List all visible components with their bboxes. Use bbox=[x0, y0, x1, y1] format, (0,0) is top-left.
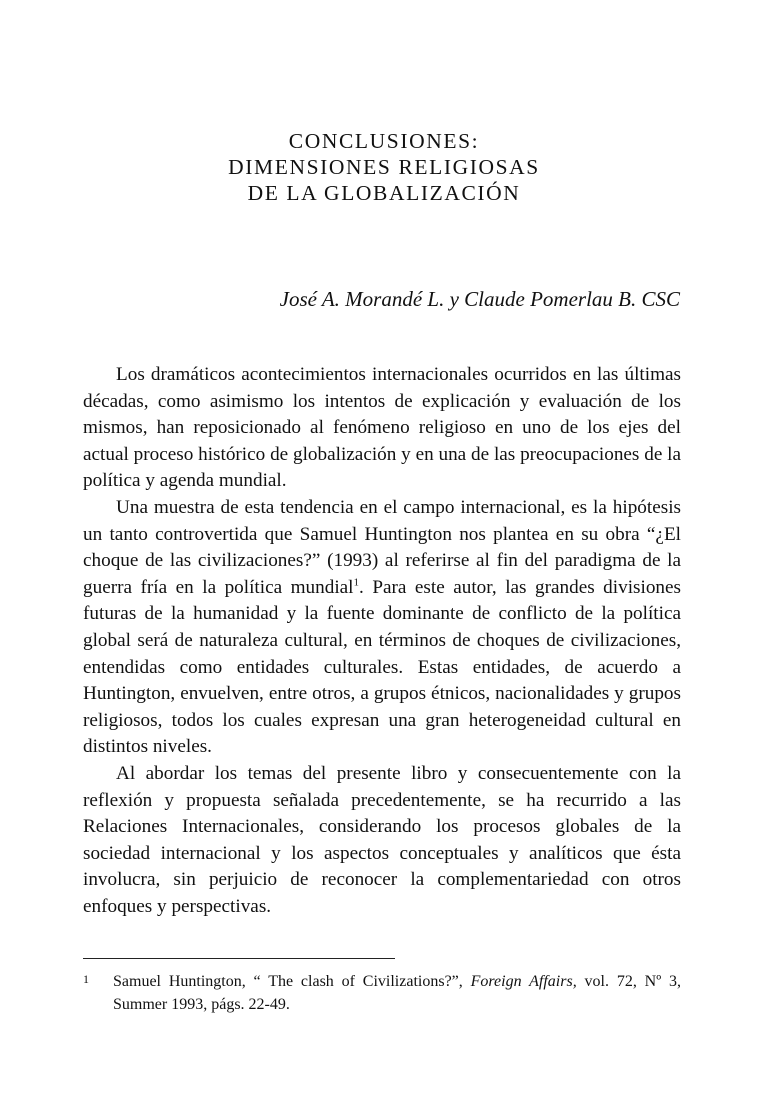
title-line-2: DIMENSIONES RELIGIOSAS bbox=[228, 155, 540, 179]
paragraph-2-part-b: . Para este autor, las grandes divisiones futuras de la humanidad y la fuente dominante de conflicto de la política global será de naturaleza cultural, en términos de choques de civilizaciones, entendidas como entidades culturales. Estas entidades, de acuerdo a Huntington, envuelven, entre otros, a grupos étnicos, nacionalidades y grupos religiosos, todos los cuales expresan una gran heterogeneidad cultural en distintos niveles. bbox=[83, 576, 681, 758]
footnote-text-part-a: Samuel Huntington, “ The clash of Civilizations?”, bbox=[113, 973, 471, 990]
chapter-authors: José A. Morandé L. y Claude Pomerlau B. CSC bbox=[279, 287, 680, 311]
footnote-reference[interactable]: 1 bbox=[353, 576, 360, 589]
footnote-divider bbox=[83, 958, 395, 959]
footnote-text-part-b: vol. 72, Nº 3, Summer 1993, págs. 22-49. bbox=[113, 973, 682, 1013]
footnote-source: Foreign Affairs, bbox=[470, 973, 577, 990]
footnote-number: 1 bbox=[83, 972, 89, 986]
paragraph-3: Al abordar los temas del presente libro y consecuentemente con la reflexión y propuesta señalada precedentemente, se ha recurrido a las Relaciones Internacionales, considerando los procesos globales de la sociedad internacional y los aspectos conceptuales y analíticos que ésta involucra, sin perjuicio de reconocer la complementariedad con otros enfoques y perspectivas. bbox=[83, 762, 681, 917]
title-line-1: CONCLUSIONES: bbox=[288, 129, 480, 153]
chapter-title bbox=[0, 128, 768, 206]
title-line-3: DE LA GLOBALIZACIÓN bbox=[247, 181, 521, 205]
paragraph-1: Los dramáticos acontecimientos internacionales ocurridos en las últimas décadas, como asimismo los intentos de explicación y evaluación de los mismos, han reposicionado al fenómeno religioso en uno de los ejes del actual proceso histórico de globalización y en una de las preocupaciones de la política y agenda mundial. bbox=[83, 364, 681, 492]
footnote-text bbox=[113, 970, 681, 1016]
body-text bbox=[83, 362, 681, 920]
footnote bbox=[83, 970, 681, 1016]
paragraph-2 bbox=[83, 495, 681, 761]
paragraph-2-part-a: Una muestra de esta tendencia en el campo internacional, es la hipótesis un tanto controvertida que Samuel Huntington nos plantea en su obra “¿El choque de las civilizaciones?” (1993) al referirse al fin del paradigma de la guerra fría en la política mundial bbox=[83, 496, 681, 598]
